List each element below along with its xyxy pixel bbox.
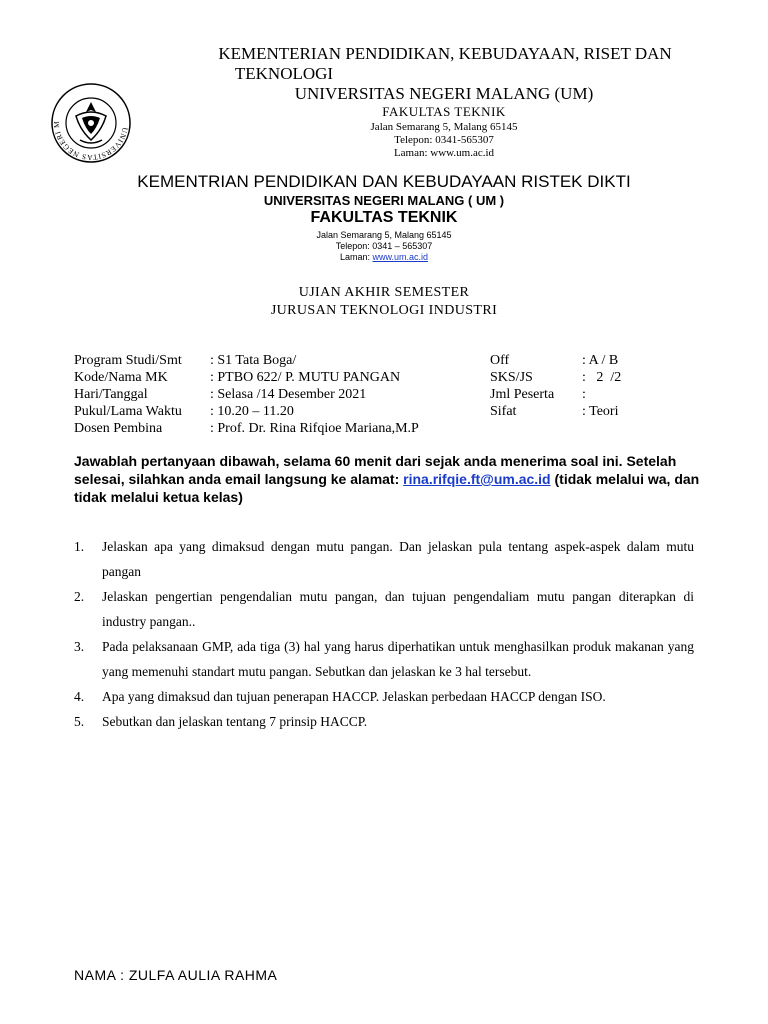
info-label: Jml Peserta xyxy=(490,387,555,402)
letterhead-address: Jalan Semarang 5, Malang 65145 xyxy=(370,121,518,133)
letterhead2-ministry: KEMENTRIAN PENDIDIKAN DAN KEBUDAYAAN RISTEK DIKTI xyxy=(137,172,631,191)
letterhead2-address: Jalan Semarang 5, Malang 65145 xyxy=(316,230,452,240)
question-text: Jelaskan pengertian pengendalian mutu pangan, dan tujuan pengendaliam mutu pangan diterapkan di industry pangan.. xyxy=(102,589,694,629)
question-number: 3. xyxy=(74,639,85,654)
question-item xyxy=(74,634,694,684)
info-value: : xyxy=(582,387,586,402)
info-value: : PTBO 622/ P. MUTU PANGAN xyxy=(210,370,401,385)
info-label: SKS/JS xyxy=(490,370,533,385)
info-label: Hari/Tanggal xyxy=(74,387,148,402)
exam-title: UJIAN AKHIR SEMESTER xyxy=(298,285,470,300)
letterhead2-website xyxy=(0,252,768,262)
info-right-values xyxy=(582,352,662,420)
info-label: Kode/Nama MK xyxy=(74,370,168,385)
info-value: : Selasa /14 Desember 2021 xyxy=(210,387,367,402)
question-item xyxy=(74,584,694,634)
student-name: NAMA : ZULFA AULIA RAHMA xyxy=(74,967,278,983)
exam-subtitle: JURUSAN TEKNOLOGI INDUSTRI xyxy=(270,303,498,318)
website-link[interactable]: www.um.ac.id xyxy=(372,252,429,262)
info-right-labels xyxy=(490,352,580,420)
email-link[interactable]: rina.rifqie.ft@um.ac.id xyxy=(403,471,551,487)
info-value: : A / B xyxy=(582,353,619,368)
question-item xyxy=(74,709,694,734)
question-item xyxy=(74,684,694,709)
info-left-values xyxy=(210,352,480,437)
info-left-labels xyxy=(74,352,214,437)
info-value: : Prof. Dr. Rina Rifqioe Mariana,M.P xyxy=(210,421,419,436)
info-label: Off xyxy=(490,353,510,368)
website-label: Laman: xyxy=(339,252,373,262)
svg-text:UNIVERSITAS NEGERI MALANG: UNIVERSITAS NEGERI M xyxy=(51,120,130,163)
info-label: Program Studi/Smt xyxy=(74,353,182,368)
info-value: : S1 Tata Boga/ xyxy=(210,353,297,368)
question-number: 2. xyxy=(74,589,85,604)
instructions-text-after: (tidak melalui wa, dan tidak melalui ketua kelas) xyxy=(74,471,700,505)
info-value: : 2 /2 xyxy=(582,370,622,385)
info-value: : Teori xyxy=(582,404,619,419)
info-label: Pukul/Lama Waktu xyxy=(74,404,182,419)
question-text: Apa yang dimaksud dan tujuan penerapan HACCP. Jelaskan perbedaan HACCP dengan ISO. xyxy=(102,689,606,704)
letterhead-phone: Telepon: 0341-565307 xyxy=(394,134,494,146)
question-text: Sebutkan dan jelaskan tentang 7 prinsip HACCP. xyxy=(102,714,368,729)
letterhead2-faculty: FAKULTAS TEKNIK xyxy=(310,209,458,226)
letterhead-faculty: FAKULTAS TEKNIK xyxy=(382,104,506,119)
question-list xyxy=(74,534,694,734)
university-logo xyxy=(50,82,132,164)
instructions-text: Jawablah pertanyaan dibawah, selama 60 menit dari sejak anda menerima soal ini. Setelah selesai, silahkan anda email langsung ke alamat: xyxy=(74,453,677,487)
letterhead2-phone: Telepon: 0341 – 565307 xyxy=(335,241,433,251)
question-number: 1. xyxy=(74,539,85,554)
info-label: Dosen Pembina xyxy=(74,421,163,436)
letterhead-ministry-line: KEMENTERIAN PENDIDIKAN, KEBUDAYAAN, RISET DAN xyxy=(218,44,672,63)
info-value: : 10.20 – 11.20 xyxy=(210,404,294,419)
question-text: Pada pelaksanaan GMP, ada tiga (3) hal yang harus diperhatikan untuk menghasilkan produk makanan yang yang memenuhi standart mutu pangan. Sebutkan dan jelaskan ke 3 hal tersebut. xyxy=(102,639,694,679)
question-number: 5. xyxy=(74,714,85,729)
info-label: Sifat xyxy=(490,404,517,419)
exam-instructions xyxy=(74,452,704,506)
letterhead2-university: UNIVERSITAS NEGERI MALANG ( UM ) xyxy=(263,193,505,208)
letterhead-university: UNIVERSITAS NEGERI MALANG (UM) xyxy=(294,84,594,103)
letterhead-website: Laman: www.um.ac.id xyxy=(393,147,495,159)
letterhead-ministry-line-2: TEKNOLOGI xyxy=(234,64,334,83)
question-text: Jelaskan apa yang dimaksud dengan mutu pangan. Dan jelaskan pula tentang aspek-aspek dalam mutu pangan xyxy=(102,539,694,579)
question-item xyxy=(74,534,694,584)
question-number: 4. xyxy=(74,689,85,704)
